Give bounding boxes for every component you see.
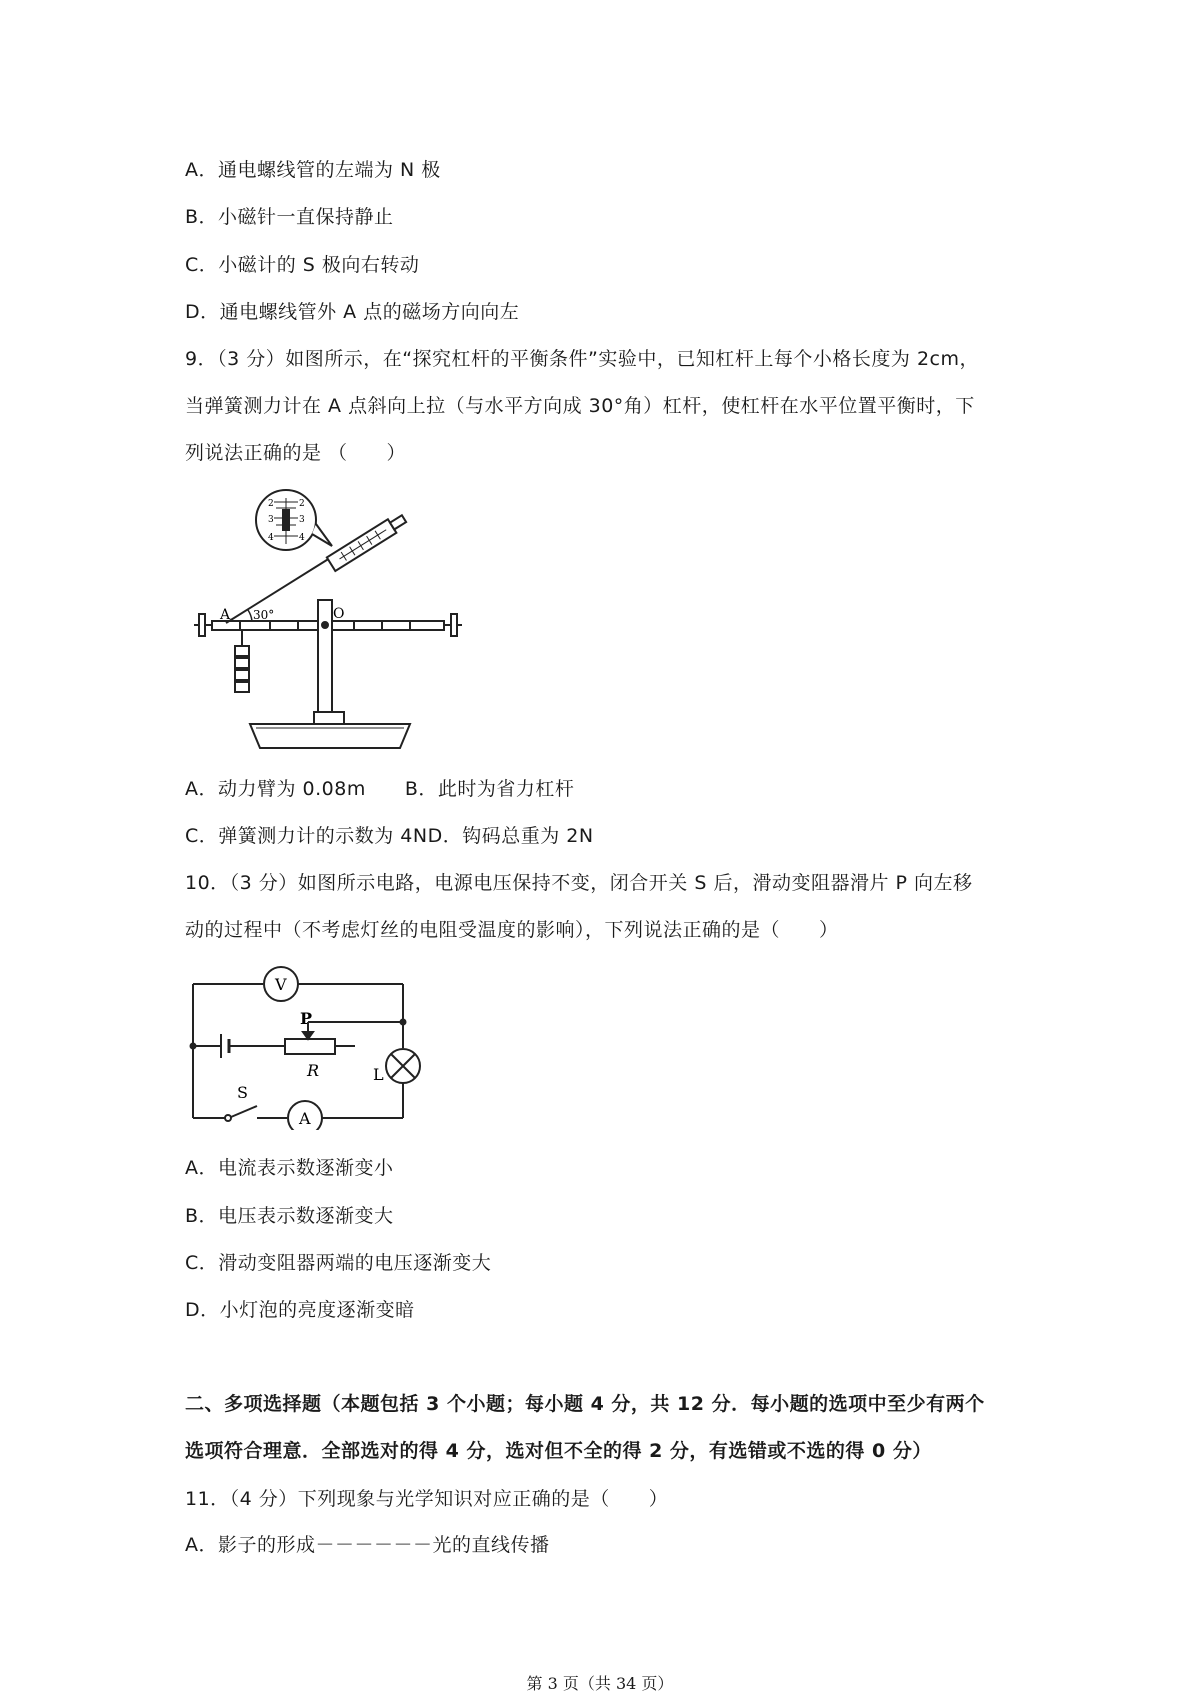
q8-option-d: D．通电螺线管外 A 点的磁场方向向左	[185, 301, 520, 323]
lever-label-o: O	[333, 606, 345, 622]
q11-stem: 11．（4 分）下列现象与光学知识对应正确的是（ ）	[185, 1488, 669, 1510]
voltmeter-label: V	[275, 975, 287, 994]
scale-mark-4-left: 4	[268, 533, 274, 543]
q10-option-c: C．滑动变阻器两端的电压逐渐变大	[185, 1252, 492, 1274]
q8-option-c: C．小磁计的 S 极向右转动	[185, 254, 420, 276]
circuit-diagram	[185, 960, 425, 1130]
q9-stem-line-2: 当弹簧测力计在 A 点斜向上拉（与水平方向成 30°角）杠杆，使杠杆在水平位置平衡时，下	[185, 395, 975, 417]
switch-label-s: S	[237, 1083, 248, 1102]
q10-option-d: D．小灯泡的亮度逐渐变暗	[185, 1299, 415, 1321]
section2-heading-line-1: 二、多项选择题（本题包括 3 个小题；每小题 4 分，共 12 分．每小题的选项中至少有两个	[185, 1393, 985, 1415]
rheostat-label-r: R	[307, 1061, 320, 1080]
lever-label-a: A	[220, 607, 231, 623]
q9-options-cd: C．弹簧测力计的示数为 4ND．钩码总重为 2N	[185, 825, 594, 847]
q11-option-a: A．影子的形成－－－－－－光的直线传播	[185, 1534, 550, 1556]
scale-mark-2-left: 2	[268, 499, 274, 509]
scale-mark-3-right: 3	[299, 515, 305, 525]
ammeter-label: A	[299, 1109, 311, 1128]
q10-option-a: A．电流表示数逐渐变小	[185, 1157, 394, 1179]
lever-diagram	[190, 488, 470, 750]
lever-label-angle: 30°	[253, 608, 275, 622]
q9-stem-line-1: 9．（3 分）如图所示，在“探究杠杆的平衡条件”实验中，已知杠杆上每个小格长度为 2cm，	[185, 348, 979, 370]
q10-stem-line-2: 动的过程中（不考虑灯丝的电阻受温度的影响），下列说法正确的是（ ）	[185, 919, 839, 941]
q10-stem-line-1: 10．（3 分）如图所示电路，电源电压保持不变，闭合开关 S 后，滑动变阻器滑片 P 向左移	[185, 872, 973, 894]
lamp-label-l: L	[373, 1065, 384, 1084]
q9-stem-line-3: 列说法正确的是 （ ）	[185, 442, 407, 464]
q10-option-b: B．电压表示数逐渐变大	[185, 1205, 394, 1227]
scale-mark-4-right: 4	[299, 533, 305, 543]
slider-label-p: P	[300, 1009, 313, 1028]
page-footer: 第 3 页（共 34 页）	[526, 1674, 674, 1693]
q8-option-b: B．小磁针一直保持静止	[185, 206, 394, 228]
q9-options-ab: A．动力臂为 0.08m B．此时为省力杠杆	[185, 778, 575, 800]
q8-option-a: A．通电螺线管的左端为 N 极	[185, 159, 441, 181]
section2-heading-line-2: 选项符合理意．全部选对的得 4 分，选对但不全的得 2 分，有选错或不选的得 0 分）	[185, 1440, 932, 1462]
scale-mark-2-right: 2	[299, 499, 305, 509]
scale-mark-3-left: 3	[268, 515, 274, 525]
